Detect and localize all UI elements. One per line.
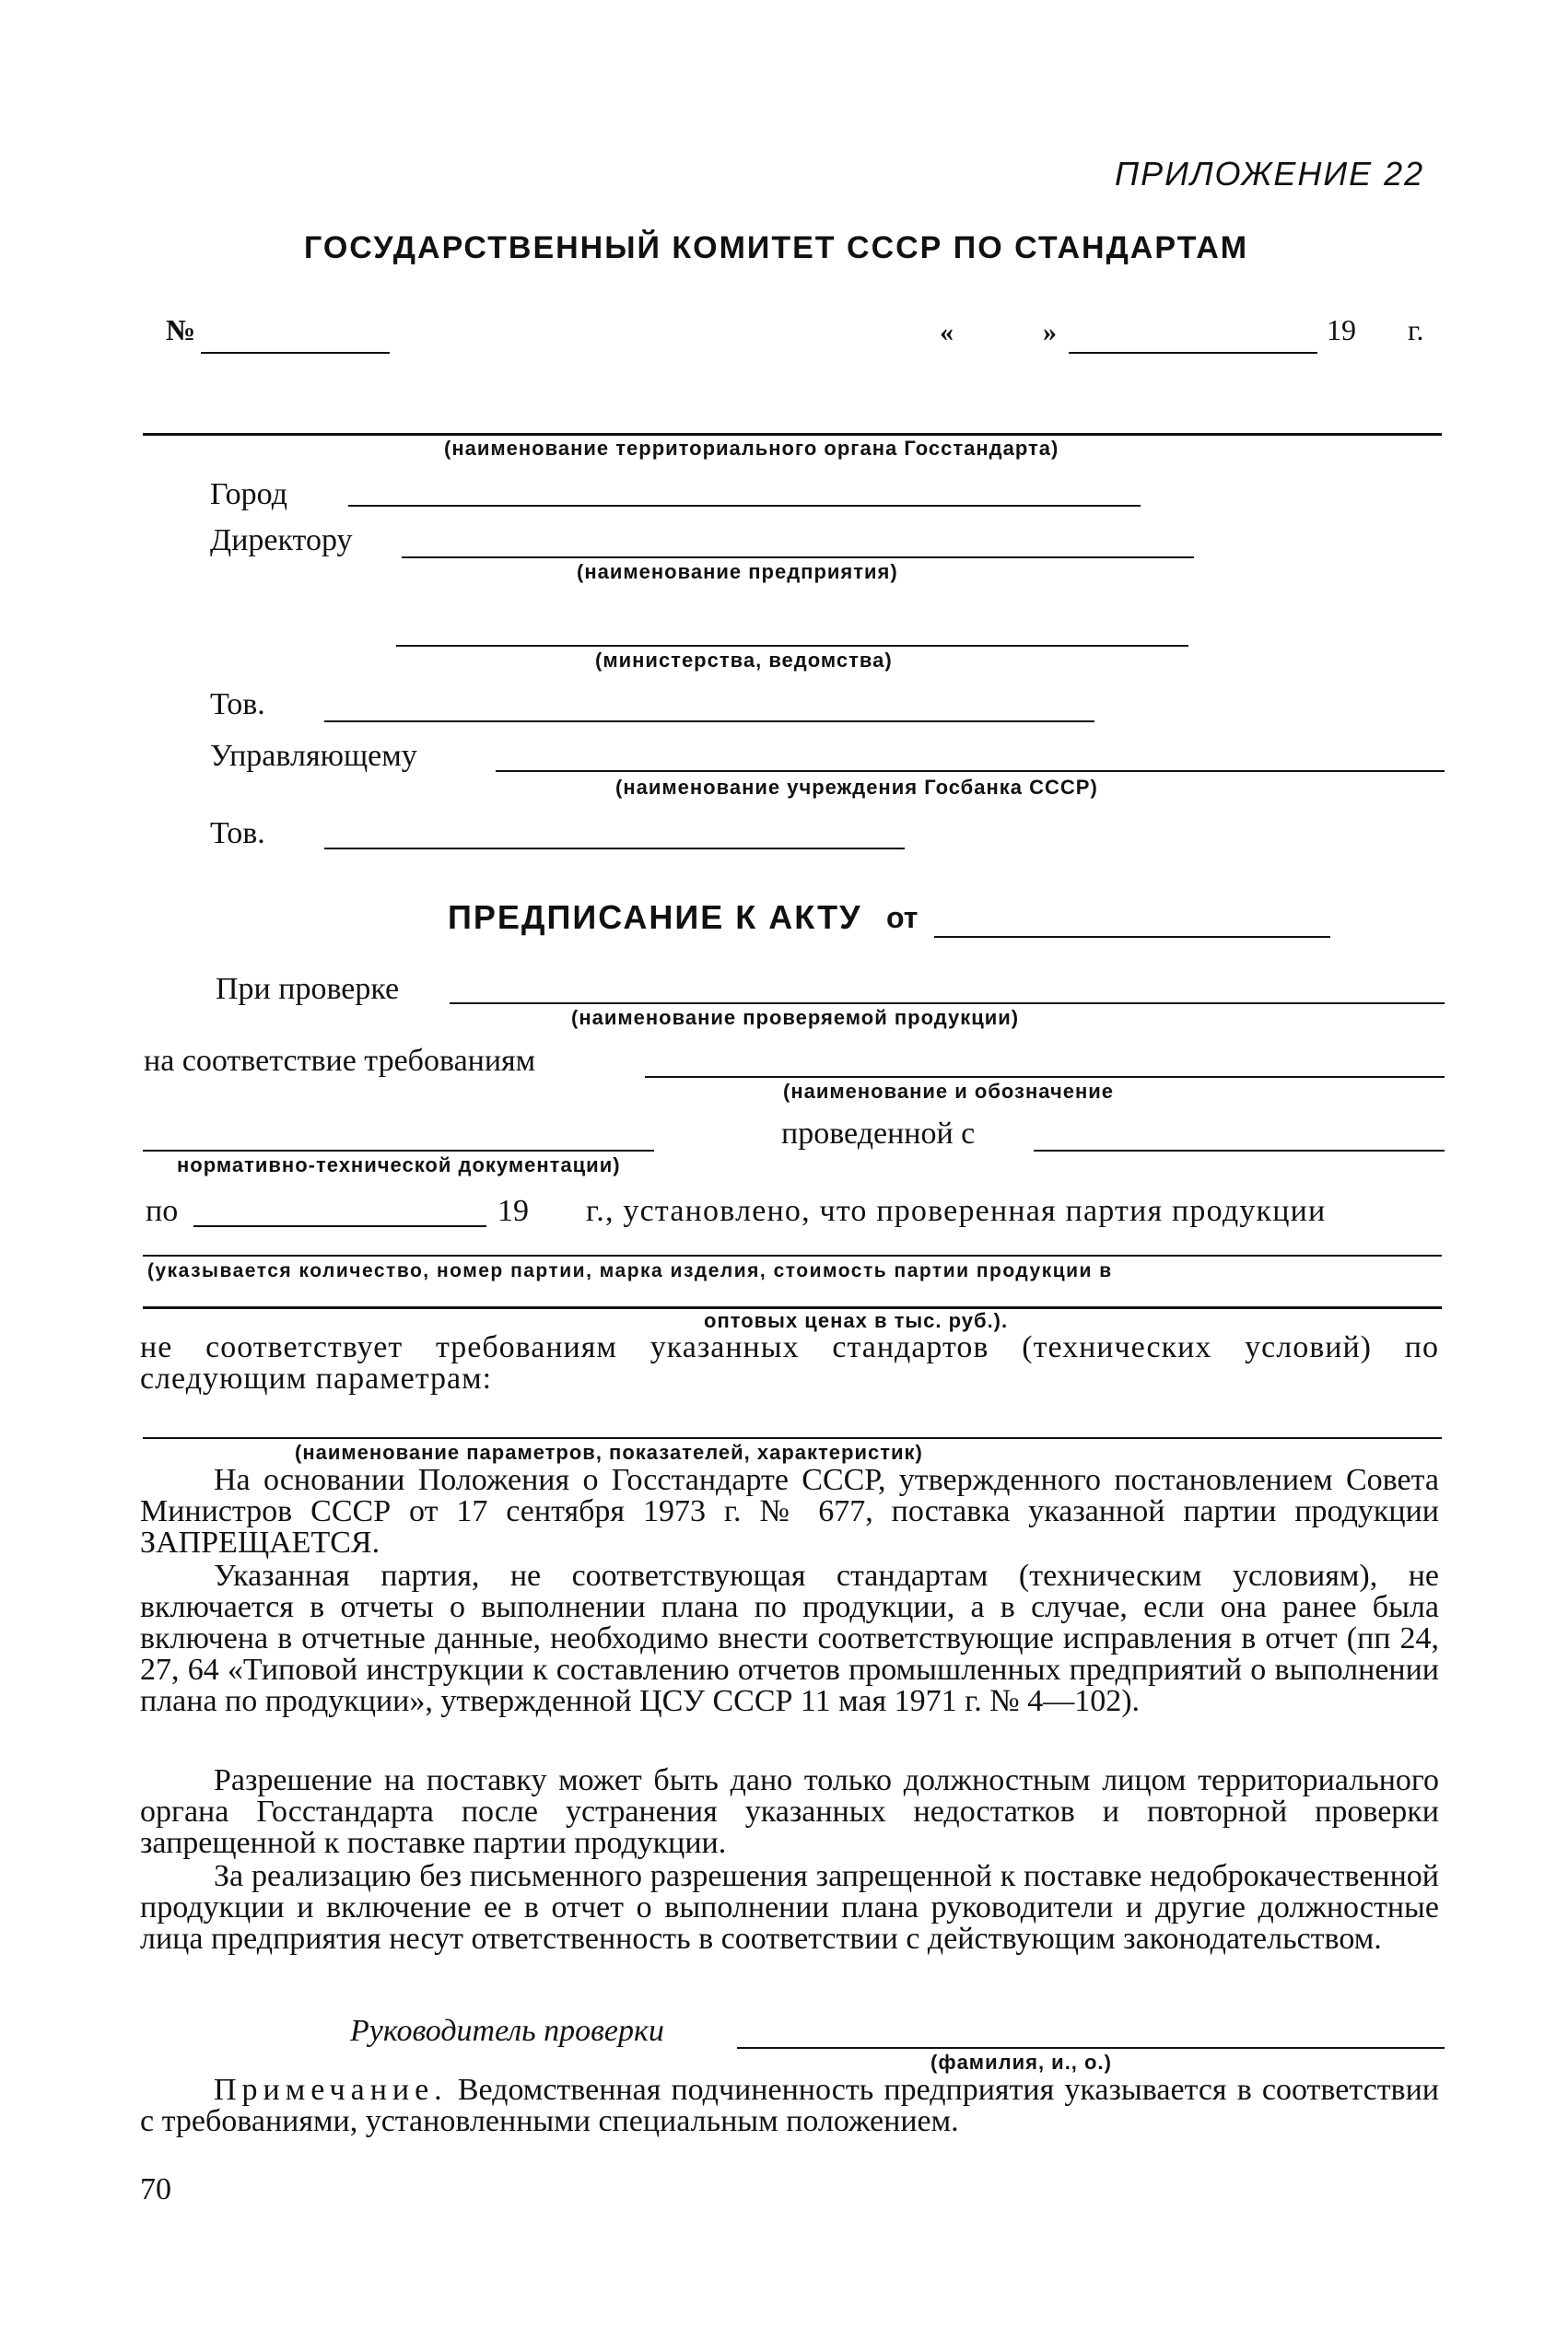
page-number: 70: [140, 2172, 171, 2206]
comrade-label-2: Тов.: [210, 816, 265, 850]
established-text: г., установлено, что проверенная партия продукции: [586, 1194, 1327, 1228]
paragraph-permission-text: Разрешение на поставку может быть дано только должностным лицом территориального органа Госстандарта после устранения указанных недостатков и повторной проверки запрещенной к поставке партии продукции.: [140, 1763, 1439, 1860]
paragraph-responsibility: [140, 1861, 1439, 1955]
ntd-caption: нормативно-технической документации): [177, 1153, 621, 1176]
paragraph-prohibition: [140, 1465, 1439, 1559]
conducted-from-label: проведенной с: [781, 1117, 976, 1151]
comrade-field-line-1[interactable]: [324, 720, 1094, 722]
bank-caption: (наименование учреждения Госбанка СССР): [615, 776, 1098, 799]
designation-caption: (наименование и обозначение: [783, 1080, 1115, 1103]
parameters-caption: (наименование параметров, показателей, характеристик): [295, 1441, 923, 1464]
act-date-field-line[interactable]: [934, 936, 1330, 938]
product-caption: (наименование проверяемой продукции): [571, 1006, 1020, 1029]
quantity-caption-1: (указывается количество, номер партии, марка изделия, стоимость партии продукции в: [147, 1260, 1113, 1281]
city-label: Город: [210, 477, 287, 511]
quote-open: «: [940, 317, 954, 347]
paragraph-reporting-text: Указанная партия, не соответствующая стандартам (техническим условиям), не включается в отчеты о выполнении плана по продукции, а в случае, если она ранее была включена в отчетные данные, необходимо внести соответствующие исправления в отчет (пп 24, 27, 64 «Типовой инструкции к составлению отчетов промышленных предприятий о выполнении плана по продукции», утвержденной ЦСУ СССР 11 мая 1971 г. № 4—102).: [140, 1559, 1439, 1718]
date-field-line[interactable]: [1069, 352, 1317, 354]
paragraph-prohibition-text: На основании Положения о Госстандарте СССР, утвержденного постановлением Совета Министров СССР от 17 сентября 1973 г. № 677, поставка указанной партии продукции ЗАПРЕЩАЕТСЯ.: [140, 1463, 1439, 1560]
year-prefix: 19: [1327, 313, 1356, 346]
to-year: 19: [497, 1194, 529, 1228]
year-suffix: г.: [1408, 313, 1424, 346]
note-text: Ведомственная подчиненность предприятия указывается в соответствии с требованиями, установленными специальным положением.: [140, 2073, 1439, 2138]
number-field-line[interactable]: [201, 352, 390, 354]
order-title: ПРЕДПИСАНИЕ К АКТУ: [448, 898, 862, 936]
enterprise-caption: (наименование предприятия): [577, 560, 898, 583]
fio-caption: (фамилия, и., о.): [930, 2051, 1112, 2074]
territorial-body-line[interactable]: [143, 433, 1442, 436]
quantity-field-line-1[interactable]: [143, 1255, 1442, 1257]
product-field-line[interactable]: [450, 1002, 1445, 1004]
paragraph-responsibility-text: За реализацию без письменного разрешения запрещенной к поставке недоброкачественной продукции и включение ее в отчет о выполнении плана руководители и другие должностные лица предприятия несут ответственность в соответствии с действующим законодательством.: [140, 1859, 1439, 1956]
committee-title: ГОСУДАРСТВЕННЫЙ КОМИТЕТ СССР ПО СТАНДАРТАМ: [304, 230, 1249, 265]
comrade-label-1: Тов.: [210, 687, 265, 721]
enterprise-field-line[interactable]: [402, 556, 1194, 558]
director-label: Директору: [210, 523, 353, 557]
note-paragraph: [140, 2075, 1439, 2137]
quantity-caption-2: оптовых ценах в тыс. руб.).: [704, 1309, 1009, 1332]
paragraph-reporting: [140, 1561, 1439, 1717]
comrade-field-line-2[interactable]: [324, 848, 905, 849]
paragraph-permission: [140, 1765, 1439, 1859]
note-label: Примечание.: [214, 2073, 448, 2107]
order-from: от: [886, 901, 919, 934]
end-date-field-line[interactable]: [193, 1225, 486, 1227]
parameters-field-line[interactable]: [143, 1437, 1442, 1439]
start-date-field-line[interactable]: [1034, 1150, 1445, 1152]
compliance-label: на соответствие требованиям: [144, 1044, 536, 1078]
signature-field-line[interactable]: [737, 2047, 1445, 2049]
ministry-field-line[interactable]: [396, 645, 1188, 647]
ministry-caption: (министерства, ведомства): [595, 649, 893, 672]
not-comply-text: не соответствует требованиям указанных стандартов (технических условий) по следующим параметрам:: [140, 1330, 1439, 1396]
appendix-label: ПРИЛОЖЕНИЕ 22: [1115, 155, 1425, 193]
to-label: по: [146, 1194, 179, 1228]
territorial-body-caption: (наименование территориального органа Госстандарта): [444, 437, 1059, 460]
number-sign: №: [166, 313, 196, 346]
bank-field-line[interactable]: [496, 770, 1445, 772]
ntd-field-line[interactable]: [143, 1150, 654, 1152]
city-field-line[interactable]: [348, 505, 1141, 507]
manager-label: Управляющему: [210, 739, 417, 773]
designation-field-line[interactable]: [645, 1076, 1445, 1078]
quote-close: »: [1043, 317, 1057, 347]
at-check-label: При проверке: [216, 972, 400, 1006]
signature-label: Руководитель проверки: [350, 2014, 664, 2048]
